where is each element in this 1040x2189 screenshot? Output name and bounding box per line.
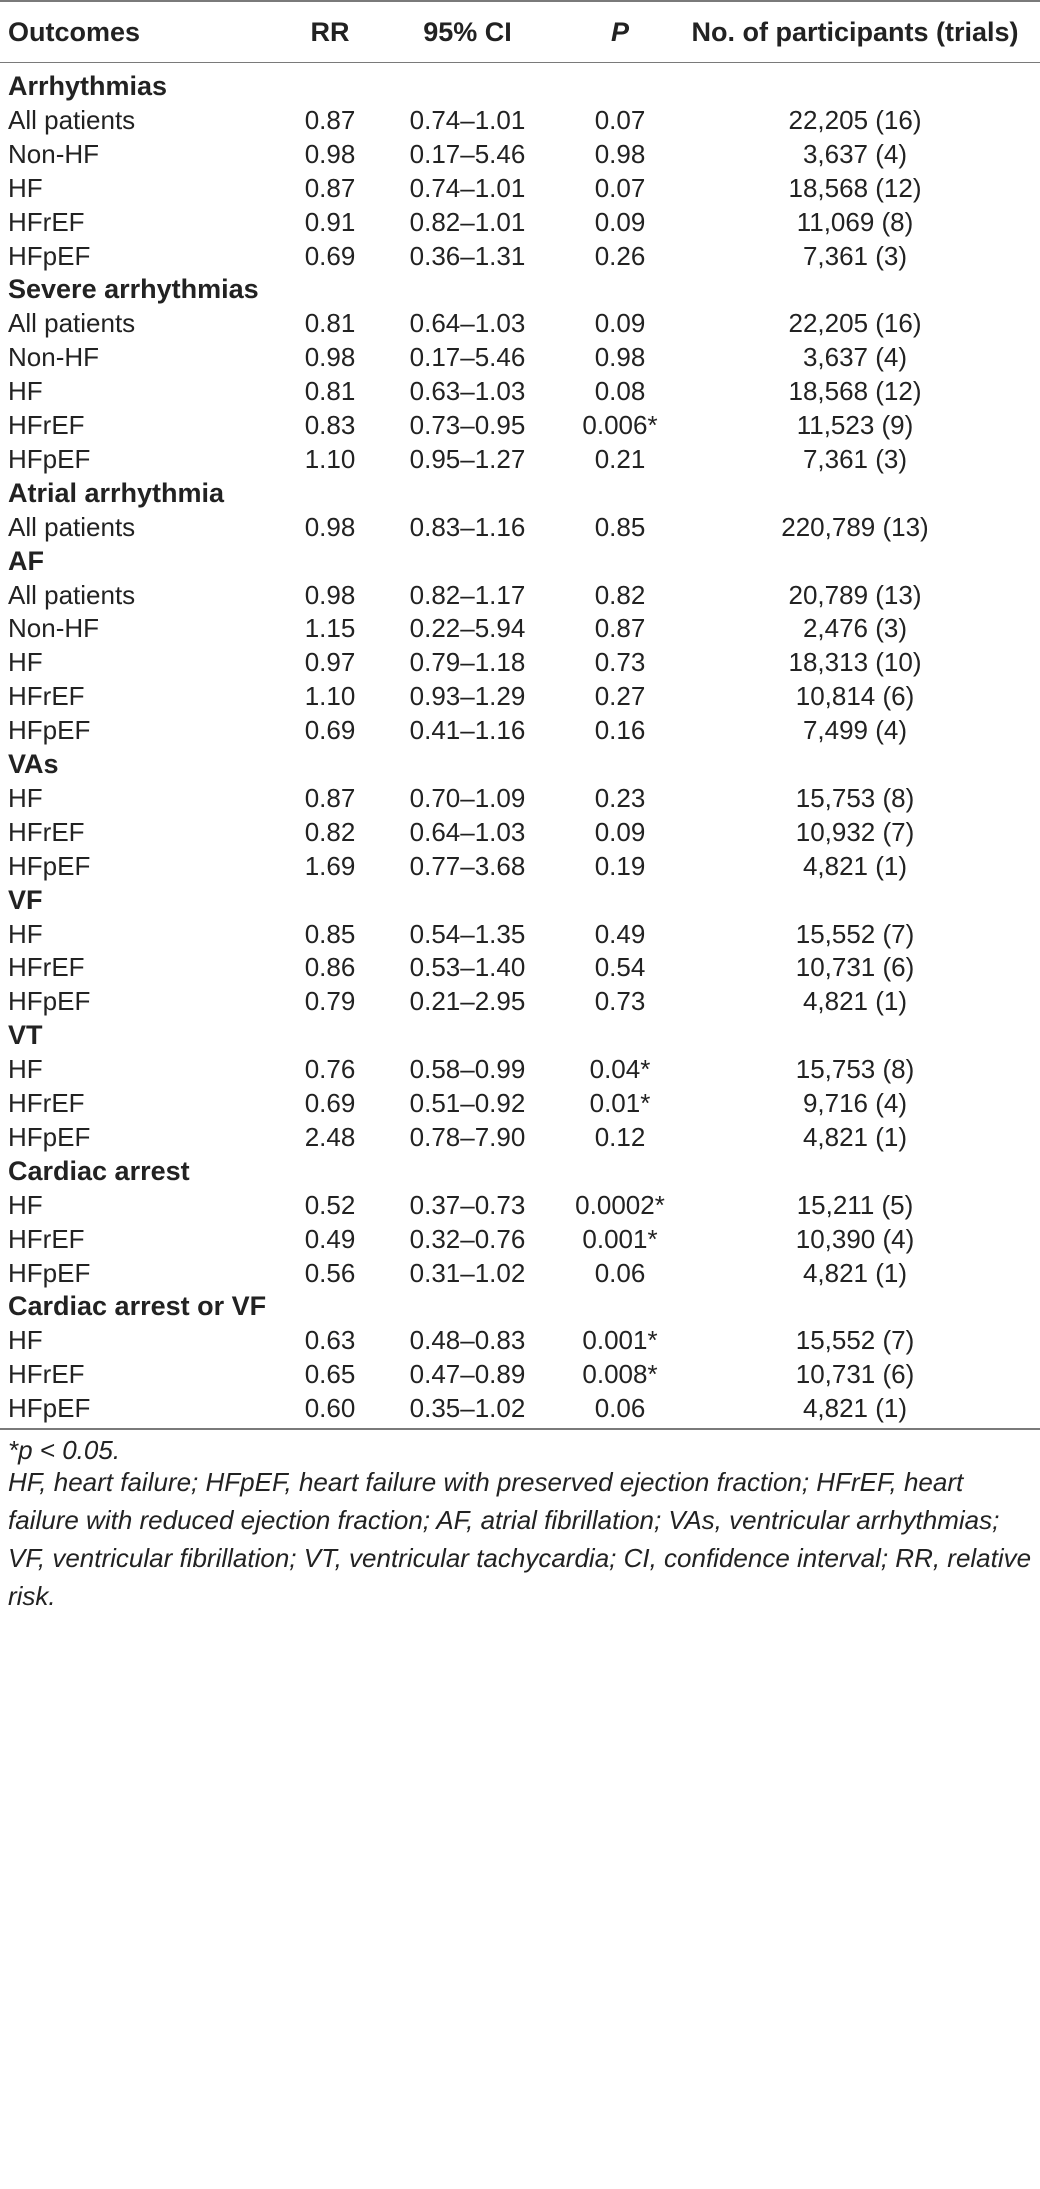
rr-cell: 0.97 bbox=[304, 647, 356, 678]
rr-cell: 0.69 bbox=[304, 240, 356, 271]
ci-cell: 0.53–1.40 bbox=[409, 952, 526, 983]
footnote-significance: *p < 0.05. bbox=[8, 1435, 121, 1465]
section-title: AF bbox=[8, 545, 44, 576]
outcome-cell: Non-HF bbox=[8, 613, 100, 644]
section-title: Severe arrhythmias bbox=[8, 274, 259, 305]
participants-cell: 4,821 (1) bbox=[802, 986, 908, 1017]
participants-cell: 18,568 (12) bbox=[788, 376, 922, 407]
ci-cell: 0.73–0.95 bbox=[409, 410, 526, 440]
p-cell: 0.001* bbox=[582, 1223, 658, 1254]
p-cell: 0.08 bbox=[594, 376, 646, 407]
rr-cell: 0.98 bbox=[304, 138, 356, 169]
outcome-cell: HFpEF bbox=[8, 986, 91, 1017]
section-title: VAs bbox=[8, 749, 59, 779]
header-ci: 95% CI bbox=[423, 17, 512, 47]
outcome-cell: HFpEF bbox=[8, 443, 91, 474]
participants-cell: 22,205 (16) bbox=[788, 308, 922, 339]
ci-cell: 0.17–5.46 bbox=[409, 138, 526, 169]
rr-cell: 0.60 bbox=[304, 1393, 356, 1424]
rr-cell: 1.69 bbox=[304, 850, 356, 881]
p-cell: 0.98 bbox=[594, 342, 646, 373]
section-title: Cardiac arrest bbox=[8, 1155, 190, 1186]
ci-cell: 0.63–1.03 bbox=[409, 376, 526, 407]
ci-cell: 0.74–1.01 bbox=[409, 104, 526, 135]
section-title: Atrial arrhythmia bbox=[8, 477, 225, 508]
outcome-cell: HFpEF bbox=[8, 1121, 91, 1152]
p-cell: 0.01* bbox=[589, 1088, 651, 1118]
rr-cell: 0.69 bbox=[304, 1088, 356, 1118]
participants-cell: 11,069 (8) bbox=[796, 206, 914, 237]
outcome-cell: HF bbox=[8, 1189, 43, 1220]
ci-cell: 0.51–0.92 bbox=[409, 1088, 526, 1118]
ci-cell: 0.95–1.27 bbox=[409, 443, 526, 474]
p-cell: 0.73 bbox=[594, 647, 646, 678]
participants-cell: 18,568 (12) bbox=[788, 172, 922, 203]
p-cell: 0.26 bbox=[594, 240, 646, 271]
ci-cell: 0.22–5.94 bbox=[409, 613, 526, 644]
header-outcomes: Outcomes bbox=[8, 17, 141, 47]
ci-cell: 0.41–1.16 bbox=[409, 715, 526, 746]
participants-cell: 3,637 (4) bbox=[802, 138, 908, 169]
header-participants: No. of participants (trials) bbox=[691, 17, 1019, 47]
p-cell: 0.49 bbox=[594, 918, 646, 949]
p-cell: 0.06 bbox=[594, 1393, 646, 1424]
participants-cell: 9,716 (4) bbox=[802, 1088, 908, 1118]
outcome-cell: All patients bbox=[8, 579, 136, 610]
participants-cell: 7,361 (3) bbox=[802, 240, 908, 271]
participants-cell: 20,789 (13) bbox=[788, 579, 922, 610]
participants-cell: 15,211 (5) bbox=[796, 1189, 914, 1220]
outcome-cell: Non-HF bbox=[8, 342, 100, 373]
participants-cell: 15,753 (8) bbox=[795, 782, 915, 813]
ci-cell: 0.74–1.01 bbox=[409, 172, 526, 203]
rr-cell: 0.81 bbox=[304, 376, 356, 407]
participants-cell: 4,821 (1) bbox=[802, 1393, 908, 1424]
rr-cell: 0.91 bbox=[304, 206, 356, 237]
p-cell: 0.09 bbox=[594, 308, 646, 339]
p-cell: 0.06 bbox=[594, 1257, 646, 1288]
outcome-cell: All patients bbox=[8, 104, 136, 135]
outcome-cell: All patients bbox=[8, 308, 136, 339]
rr-cell: 0.49 bbox=[304, 1223, 356, 1254]
rr-cell: 0.98 bbox=[304, 511, 356, 542]
ci-cell: 0.32–0.76 bbox=[409, 1223, 526, 1254]
outcome-cell: HFrEF bbox=[8, 206, 85, 237]
participants-cell: 4,821 (1) bbox=[802, 1121, 908, 1152]
outcome-cell: HF bbox=[8, 172, 43, 203]
outcome-cell: HFpEF bbox=[8, 1393, 91, 1424]
p-cell: 0.0002* bbox=[575, 1189, 665, 1220]
top-rule bbox=[0, 0, 1040, 2]
p-cell: 0.001* bbox=[582, 1325, 658, 1356]
table-row bbox=[0, 1385, 1040, 1432]
ci-cell: 0.17–5.46 bbox=[409, 342, 526, 373]
ci-cell: 0.54–1.35 bbox=[409, 918, 526, 949]
section-title: Cardiac arrest or VF bbox=[8, 1291, 267, 1322]
rr-cell: 0.52 bbox=[304, 1189, 356, 1220]
p-cell: 0.87 bbox=[594, 613, 646, 644]
ci-cell: 0.70–1.09 bbox=[409, 782, 526, 813]
outcome-cell: HFrEF bbox=[8, 410, 85, 440]
p-cell: 0.006* bbox=[582, 410, 658, 440]
ci-cell: 0.21–2.95 bbox=[409, 986, 526, 1017]
table-header-row bbox=[0, 9, 1040, 56]
outcome-cell: HF bbox=[8, 1325, 43, 1356]
participants-cell: 7,499 (4) bbox=[802, 715, 908, 746]
rr-cell: 0.63 bbox=[304, 1325, 356, 1356]
outcome-cell: HFrEF bbox=[8, 1359, 85, 1390]
footnote-abbreviations: HF, heart failure; HFpEF, heart failure with preserved ejection fraction; HFrEF, heart failure with reduced ejection fraction; AF, atrial fibrillation; VAs, ventricular arrhythmias; VF, ventricular fibrillation; VT, ventricular tachycardia; CI, confidence interval; RR, relative risk. bbox=[8, 1467, 1032, 1611]
ci-cell: 0.58–0.99 bbox=[409, 1054, 526, 1085]
rr-cell: 0.87 bbox=[304, 172, 356, 203]
ci-cell: 0.37–0.73 bbox=[409, 1189, 526, 1220]
participants-cell: 4,821 (1) bbox=[802, 850, 908, 881]
participants-cell: 10,731 (6) bbox=[795, 1359, 915, 1390]
bottom-rule bbox=[0, 1428, 1040, 1430]
rr-cell: 2.48 bbox=[304, 1121, 356, 1152]
rr-cell: 0.82 bbox=[304, 816, 356, 847]
ci-cell: 0.82–1.01 bbox=[409, 206, 526, 237]
rr-cell: 0.85 bbox=[304, 918, 356, 949]
rr-cell: 0.69 bbox=[304, 715, 356, 746]
rr-cell: 0.56 bbox=[304, 1257, 356, 1288]
rr-cell: 0.76 bbox=[304, 1054, 356, 1085]
participants-cell: 4,821 (1) bbox=[802, 1257, 908, 1288]
outcome-cell: HF bbox=[8, 647, 43, 678]
rr-cell: 0.86 bbox=[304, 952, 356, 983]
ci-cell: 0.47–0.89 bbox=[409, 1359, 526, 1390]
outcome-cell: HFrEF bbox=[8, 681, 85, 712]
participants-cell: 11,523 (9) bbox=[796, 410, 914, 440]
rr-cell: 0.87 bbox=[304, 104, 356, 135]
p-cell: 0.12 bbox=[594, 1121, 646, 1152]
p-cell: 0.07 bbox=[594, 172, 646, 203]
outcome-cell: HFpEF bbox=[8, 715, 91, 746]
participants-cell: 10,814 (6) bbox=[795, 681, 915, 712]
ci-cell: 0.35–1.02 bbox=[409, 1393, 526, 1424]
p-cell: 0.16 bbox=[594, 715, 646, 746]
outcome-cell: HF bbox=[8, 782, 43, 813]
ci-cell: 0.77–3.68 bbox=[409, 850, 526, 881]
outcome-cell: HFpEF bbox=[8, 240, 91, 271]
p-cell: 0.82 bbox=[594, 579, 646, 610]
participants-cell: 10,932 (7) bbox=[795, 816, 915, 847]
section-title: VT bbox=[8, 1020, 43, 1051]
participants-cell: 10,390 (4) bbox=[795, 1223, 915, 1254]
participants-cell: 18,313 (10) bbox=[788, 647, 922, 678]
header-p: P bbox=[610, 17, 629, 47]
ci-cell: 0.31–1.02 bbox=[409, 1257, 526, 1288]
participants-cell: 2,476 (3) bbox=[802, 613, 908, 644]
p-cell: 0.98 bbox=[594, 138, 646, 169]
p-cell: 0.21 bbox=[594, 443, 646, 474]
rr-cell: 0.65 bbox=[304, 1359, 356, 1390]
participants-cell: 220,789 (13) bbox=[781, 511, 929, 542]
p-cell: 0.23 bbox=[594, 782, 646, 813]
outcome-cell: HFpEF bbox=[8, 1257, 91, 1288]
outcome-cell: HF bbox=[8, 918, 43, 949]
rr-cell: 0.83 bbox=[304, 410, 356, 440]
p-cell: 0.008* bbox=[582, 1359, 658, 1390]
ci-cell: 0.36–1.31 bbox=[409, 240, 526, 271]
ci-cell: 0.64–1.03 bbox=[409, 816, 526, 847]
section-title: VF bbox=[8, 884, 43, 915]
p-cell: 0.07 bbox=[594, 104, 646, 135]
participants-cell: 10,731 (6) bbox=[795, 952, 915, 983]
rr-cell: 0.81 bbox=[304, 308, 356, 339]
header-rr: RR bbox=[310, 17, 350, 47]
outcome-cell: HFrEF bbox=[8, 1223, 85, 1254]
p-cell: 0.27 bbox=[594, 681, 646, 712]
p-cell: 0.09 bbox=[594, 816, 646, 847]
participants-cell: 3,637 (4) bbox=[802, 342, 908, 373]
ci-cell: 0.83–1.16 bbox=[409, 511, 526, 542]
section-title: Arrhythmias bbox=[8, 71, 168, 101]
participants-cell: 22,205 (16) bbox=[788, 104, 922, 135]
outcome-cell: HF bbox=[8, 1054, 43, 1085]
ci-cell: 0.64–1.03 bbox=[409, 308, 526, 339]
outcome-cell: Non-HF bbox=[8, 138, 100, 169]
ci-cell: 0.79–1.18 bbox=[409, 647, 526, 678]
rr-cell: 1.10 bbox=[304, 681, 356, 712]
outcome-cell: HFrEF bbox=[8, 816, 85, 847]
participants-cell: 15,552 (7) bbox=[795, 918, 915, 949]
p-cell: 0.04* bbox=[589, 1054, 651, 1085]
ci-cell: 0.93–1.29 bbox=[409, 681, 526, 712]
participants-cell: 15,552 (7) bbox=[795, 1325, 915, 1356]
rr-cell: 1.10 bbox=[304, 443, 356, 474]
p-cell: 0.54 bbox=[594, 952, 646, 983]
ci-cell: 0.48–0.83 bbox=[409, 1325, 526, 1356]
ci-cell: 0.78–7.90 bbox=[409, 1121, 526, 1152]
rr-cell: 0.98 bbox=[304, 579, 356, 610]
p-cell: 0.09 bbox=[594, 206, 646, 237]
rr-cell: 0.87 bbox=[304, 782, 356, 813]
participants-cell: 7,361 (3) bbox=[802, 443, 908, 474]
outcome-cell: All patients bbox=[8, 511, 136, 542]
outcome-cell: HFpEF bbox=[8, 850, 91, 881]
outcome-cell: HF bbox=[8, 376, 43, 407]
p-cell: 0.85 bbox=[594, 511, 646, 542]
ci-cell: 0.82–1.17 bbox=[409, 579, 526, 610]
p-cell: 0.19 bbox=[594, 850, 646, 881]
outcome-cell: HFrEF bbox=[8, 1088, 85, 1118]
rr-cell: 0.98 bbox=[304, 342, 356, 373]
p-cell: 0.73 bbox=[594, 986, 646, 1017]
rr-cell: 1.15 bbox=[304, 613, 356, 644]
participants-cell: 15,753 (8) bbox=[795, 1054, 915, 1085]
rr-cell: 0.79 bbox=[304, 986, 356, 1017]
outcome-cell: HFrEF bbox=[8, 952, 85, 983]
